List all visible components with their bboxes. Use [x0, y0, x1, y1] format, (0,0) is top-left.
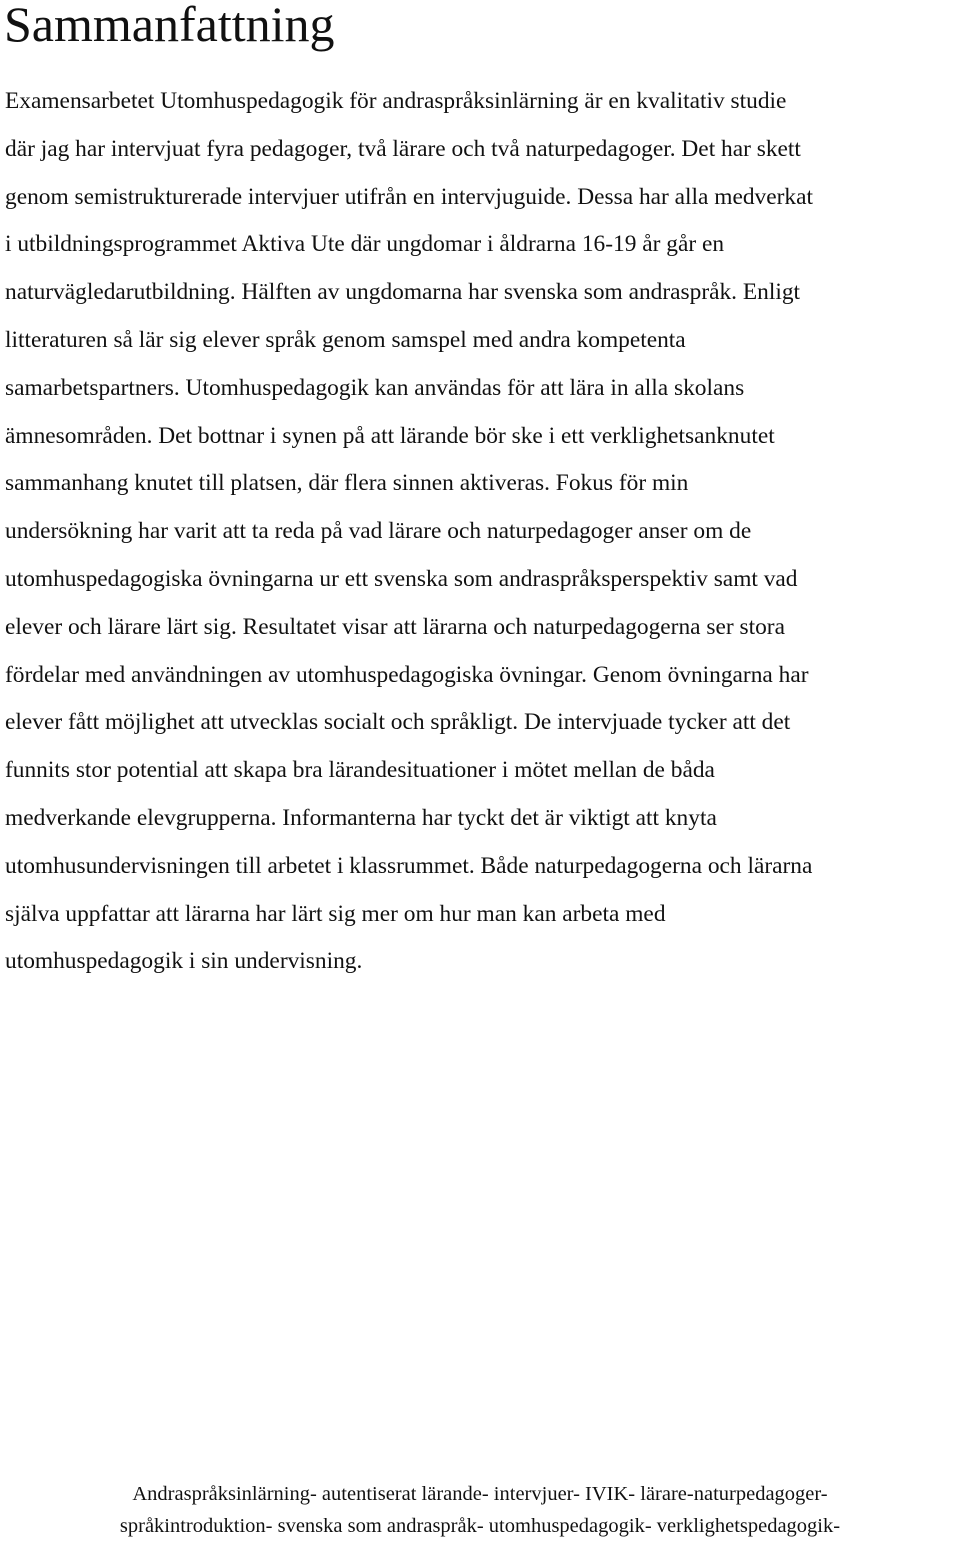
abstract-line: Examensarbetet Utomhuspedagogik för andraspråksinlärning är en kvalitativ studie: [5, 88, 787, 114]
abstract-line: sammanhang knutet till platsen, där flera sinnen aktiveras. Fokus för min: [5, 470, 689, 497]
abstract-line: utomhuspedagogiska övningarna ur ett svenska som andraspråksperspektiv samt vad: [5, 565, 798, 592]
keywords-line: Andraspråksinlärning- autentiserat lärande- intervjuer- IVIK- lärare-naturpedagoger-: [132, 1483, 828, 1505]
abstract-paragraph: [5, 78, 957, 986]
abstract-line: funnits stor potential att skapa bra lärandesituationer i mötet mellan de båda: [5, 757, 715, 784]
page-title: Sammanfattning: [4, 0, 335, 52]
abstract-line: samarbetspartners. Utomhuspedagogik kan användas för att lära in alla skolans: [5, 374, 745, 401]
keywords-footer: [0, 1478, 960, 1542]
abstract-line: utomhusundervisningen till arbetet i klassrummet. Både naturpedagogerna och lärarna: [5, 852, 813, 879]
abstract-line: genom semistrukturerade intervjuer utifrån en intervjuguide. Dessa har alla medverkat: [5, 183, 813, 210]
abstract-line: själva uppfattar att lärarna har lärt sig mer om hur man kan arbeta med: [5, 900, 666, 927]
abstract-line: fördelar med användningen av utomhuspedagogiska övningar. Genom övningarna har: [5, 661, 809, 688]
abstract-line: där jag har intervjuat fyra pedagoger, två lärare och två naturpedagoger. Det har skett: [5, 135, 801, 162]
abstract-line: naturvägledarutbildning. Hälften av ungdomarna har svenska som andraspråk. Enligt: [5, 279, 801, 306]
abstract-line: undersökning har varit att ta reda på vad lärare och naturpedagoger anser om de: [5, 518, 752, 545]
keywords-line: språkintroduktion- svenska som andraspråk- utomhuspedagogik- verklighetspedagogik-: [119, 1515, 841, 1537]
abstract-line: elever fått möjlighet att utvecklas socialt och språkligt. De intervjuade tycker att det: [5, 709, 791, 736]
abstract-line: ämnesområden. Det bottnar i synen på att lärande bör ske i ett verklighetsanknutet: [5, 422, 775, 449]
abstract-line: litteraturen så lär sig elever språk genom samspel med andra kompetenta: [5, 326, 686, 353]
abstract-line: utomhuspedagogik i sin undervisning.: [5, 948, 363, 975]
abstract-line: elever och lärare lärt sig. Resultatet visar att lärarna och naturpedagogerna ser stora: [5, 613, 785, 640]
abstract-line: i utbildningsprogrammet Aktiva Ute där ungdomar i åldrarna 16-19 år går en: [5, 231, 725, 258]
abstract-line: medverkande elevgrupperna. Informanterna har tyckt det är viktigt att knyta: [5, 804, 717, 831]
